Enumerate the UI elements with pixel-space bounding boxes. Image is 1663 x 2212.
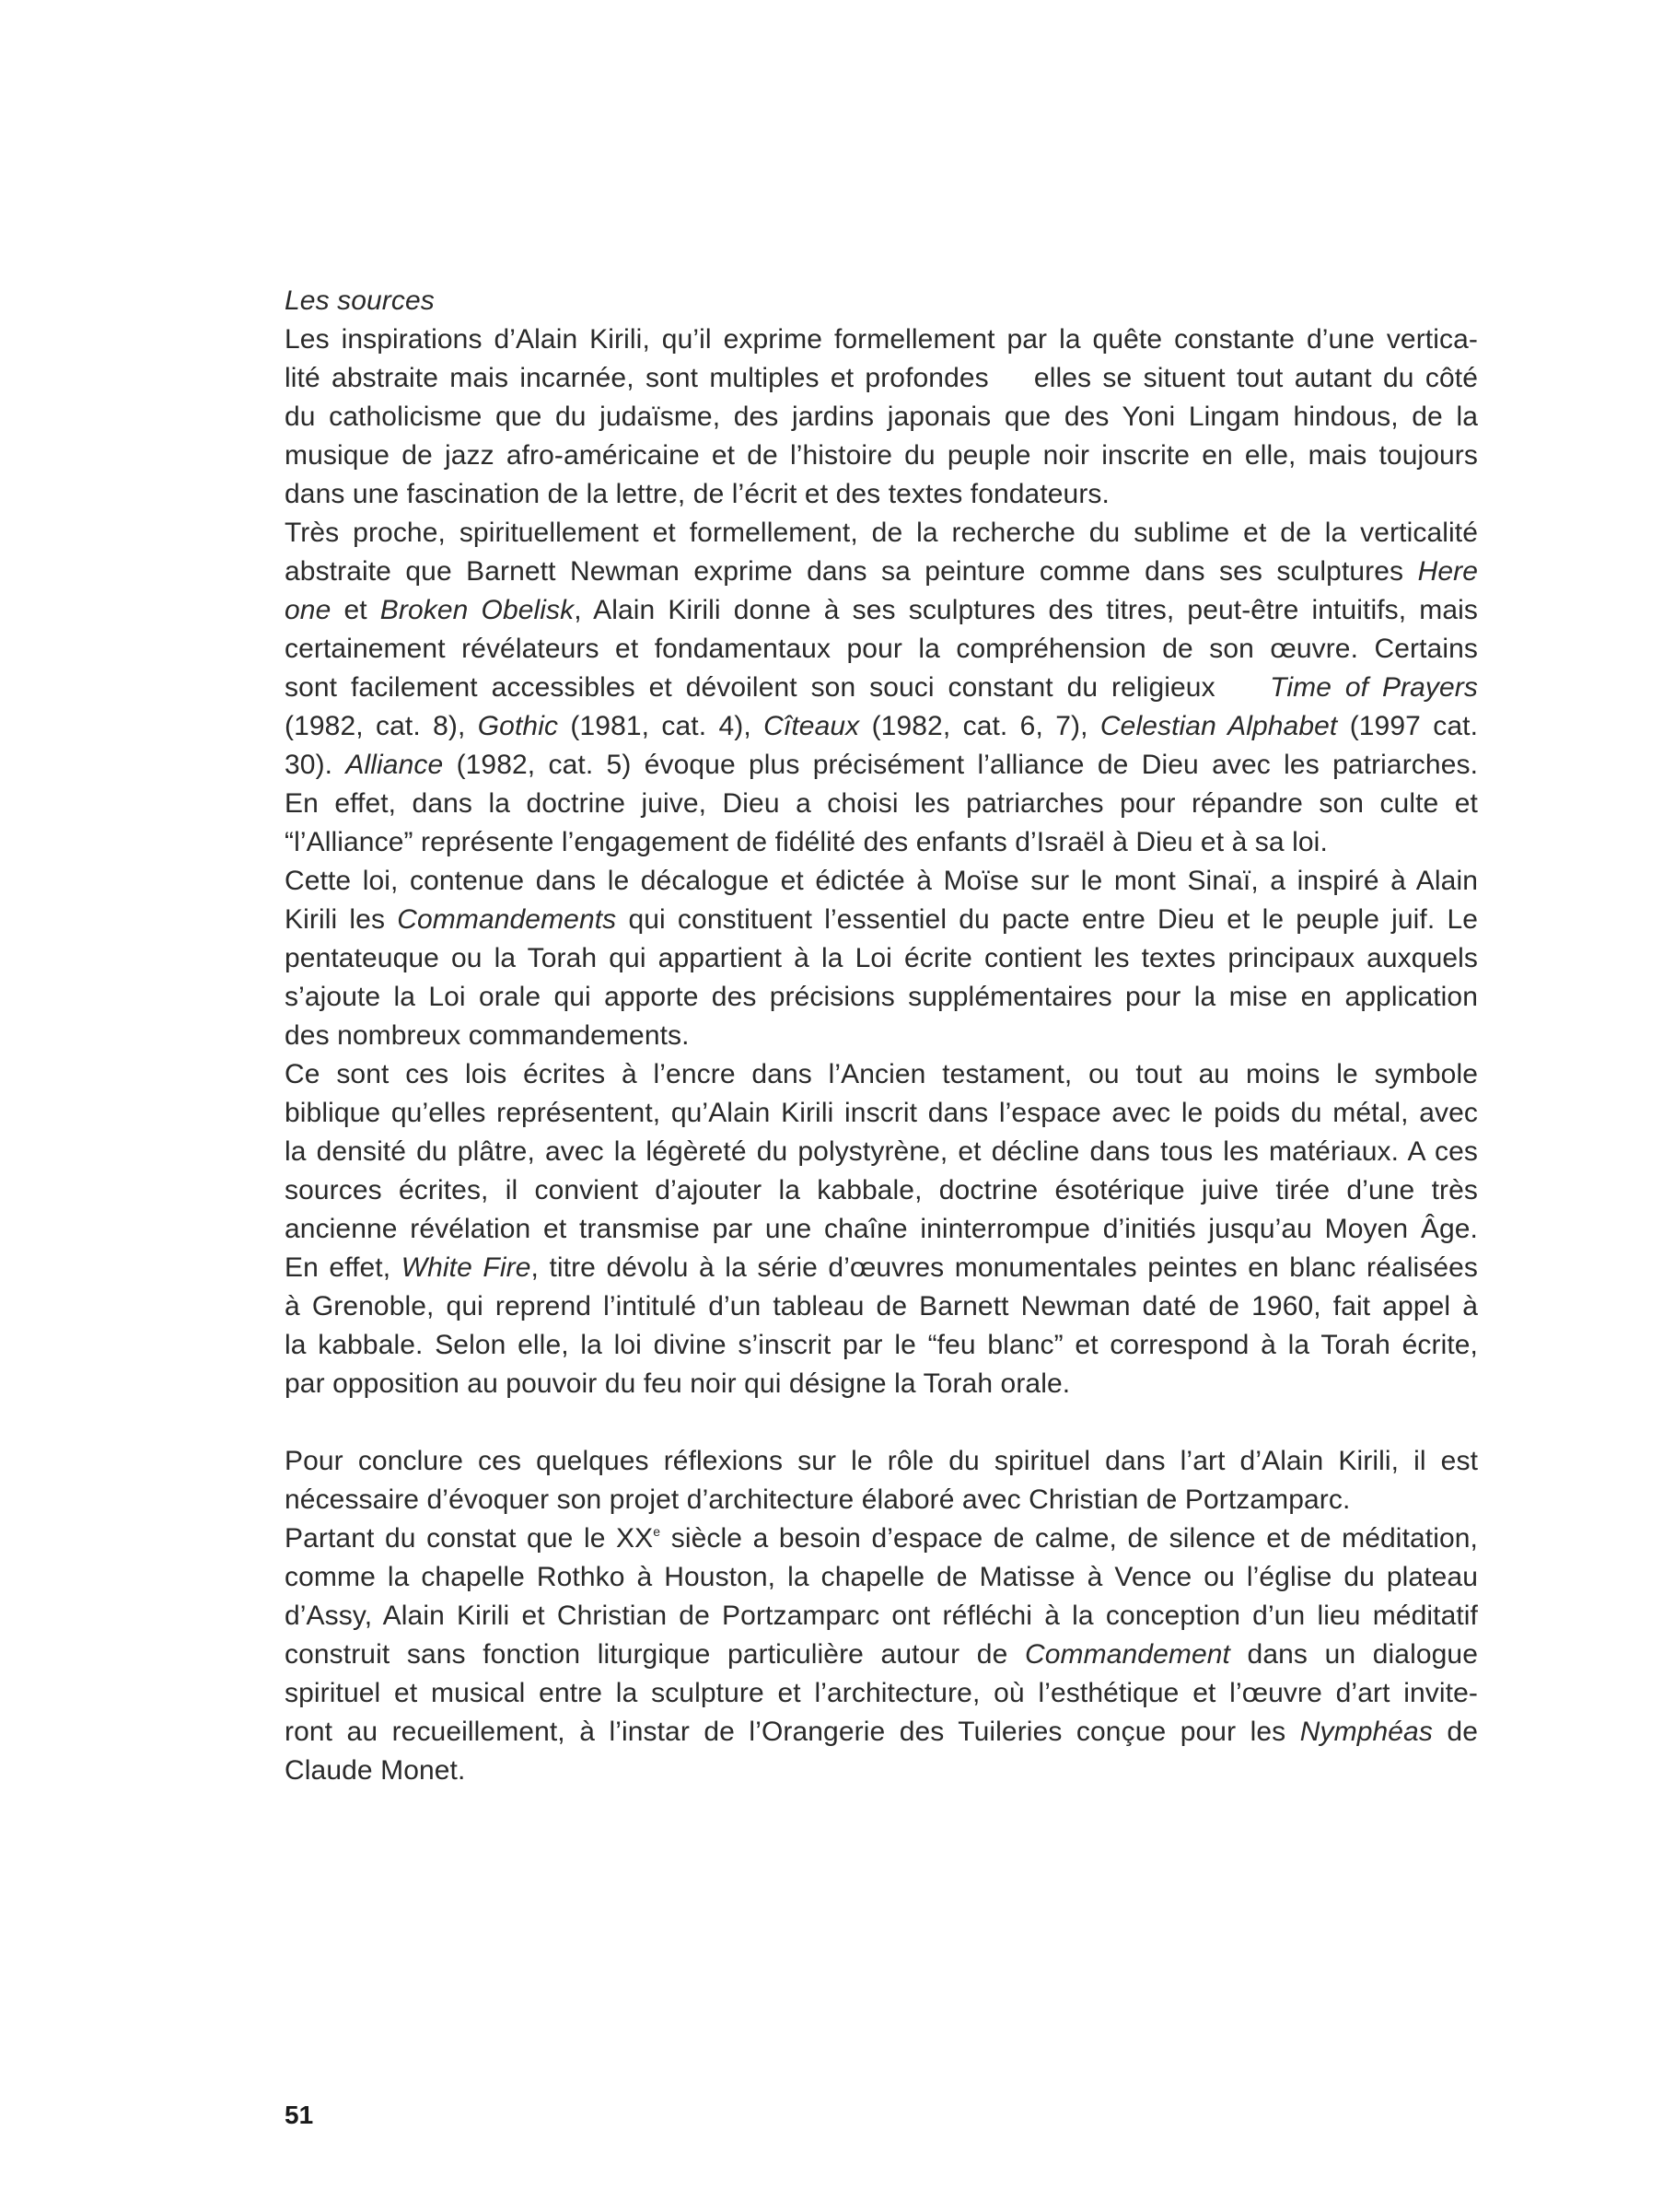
text-segment: Kirili les: [285, 904, 386, 935]
paragraph: [285, 514, 1478, 862]
text-line: [285, 1249, 1478, 1287]
text-line: d’Assy, Alain Kirili et Christian de Portzamparc ont réfléchi à la conception d’un lieu méditatif: [285, 1601, 1478, 1631]
text-segment: qui constituent l’essentiel du pacte entre Dieu et le peuple juif. Le: [628, 904, 1479, 935]
text-segment: , titre dévolu à la série d’œuvres monumentales peintes en blanc réalisées: [530, 1252, 1479, 1283]
text-line: par opposition au pouvoir du feu noir qui désigne la Torah orale.: [285, 1368, 1071, 1399]
artwork-title: Alliance: [345, 750, 444, 780]
text-segment: siècle a besoin d’espace de calme, de silence et de méditation,: [660, 1523, 1478, 1554]
text-line: [285, 1713, 1478, 1752]
text-line: des nombreux commandements.: [285, 1020, 690, 1051]
text-line: [285, 669, 1478, 707]
text-line: [285, 707, 1478, 746]
artwork-title: Celestian Alphabet: [1099, 711, 1338, 741]
text-line: Pour conclure ces quelques réflexions sur le rôle du spirituel dans l’art d’Alain Kirili, il est: [285, 1446, 1478, 1476]
text-segment: abstraite que Barnett Newman exprime dans sa peinture comme dans ses sculptures: [285, 556, 1404, 587]
paragraph: [285, 1055, 1478, 1403]
text-line: Très proche, spirituellement et formellement, de la recherche du sublime et de la verticalité: [285, 518, 1478, 548]
text-line: [285, 746, 1478, 785]
text-line: dans une fascination de la lettre, de l’écrit et des textes fondateurs.: [285, 479, 1110, 509]
text-line: biblique qu’elles représentent, qu’Alain Kirili inscrit dans l’espace avec le poids du métal, avec: [285, 1098, 1478, 1128]
text-line: [285, 591, 1478, 630]
artwork-title: Time of Prayers: [1270, 672, 1478, 703]
text-segment: En effet,: [285, 1252, 391, 1283]
text-segment: ront au recueillement, à l’instar de l’Orangerie des Tuileries conçue pour les: [285, 1717, 1286, 1747]
text-segment: (1997 cat.: [1349, 711, 1479, 741]
artwork-title: White Fire: [401, 1252, 531, 1283]
text-line: certainement révélateurs et fondamentaux pour la compréhension de son œuvre. Certains: [285, 634, 1478, 664]
text-line: [285, 901, 1478, 939]
text-line: nécessaire d’évoquer son projet d’architecture élaboré avec Christian de Portzamparc.: [285, 1484, 1351, 1515]
text-line: du catholicisme que du judaïsme, des jardins japonais que des Yoni Lingam hindous, de la: [285, 402, 1478, 432]
body-text: [285, 282, 1478, 1790]
artwork-title: Nymphéas: [1299, 1717, 1433, 1747]
text-segment: de: [1447, 1717, 1478, 1747]
text-line: [285, 553, 1478, 591]
text-segment: construit sans fonction liturgique particulière autour de: [285, 1639, 1008, 1670]
text-line: sources écrites, il convient d’ajouter la kabbale, doctrine ésotérique juive tirée d’une très: [285, 1175, 1478, 1205]
artwork-title: Broken Obelisk: [379, 595, 575, 625]
paragraph: [285, 1519, 1478, 1790]
text-segment: sont facilement accessibles et dévoilent son souci constant du religieux: [285, 672, 1271, 703]
artwork-title: Here: [1417, 556, 1479, 587]
text-segment: (1982, cat. 8),: [285, 711, 466, 741]
artwork-title: one: [285, 595, 331, 625]
text-line: [285, 1519, 1478, 1558]
text-segment: Partant du constat que le XX: [285, 1523, 654, 1554]
text-line: la densité du plâtre, avec la légèreté du polystyrène, et décline dans tous les matériaux. A ces: [285, 1136, 1478, 1167]
text-segment: dans un dialogue: [1247, 1639, 1478, 1670]
text-line: comme la chapelle Rothko à Houston, la chapelle de Matisse à Vence ou l’église du plateau: [285, 1562, 1478, 1592]
artwork-title: Cîteaux: [763, 711, 860, 741]
artwork-title: Gothic: [477, 711, 559, 741]
text-segment: 30).: [285, 750, 333, 780]
paragraph: [285, 320, 1478, 514]
text-line: Ce sont ces lois écrites à l’encre dans l’Ancien testament, ou tout au moins le symbole: [285, 1059, 1478, 1089]
text-segment: (1981, cat. 4),: [570, 711, 751, 741]
text-line: lité abstraite mais incarnée, sont multiples et profondes elles se situent tout autant du côté: [285, 363, 1478, 393]
text-segment: , Alain Kirili donne à ses sculptures des titres, peut-être intuitifs, mais: [574, 595, 1479, 625]
section-heading: Les sources: [285, 285, 435, 316]
text-line: Cette loi, contenue dans le décalogue et édictée à Moïse sur le mont Sinaï, a inspiré à Alain: [285, 866, 1478, 896]
text-line: pentateuque ou la Torah qui appartient à la Loi écrite contient les textes principaux auxquels: [285, 943, 1478, 973]
text-segment: et: [343, 595, 367, 625]
text-line: [285, 1636, 1478, 1674]
text-segment: (1982, cat. 6, 7),: [871, 711, 1088, 741]
text-line: “l’Alliance” représente l’engagement de fidélité des enfants d’Israël à Dieu et à sa loi.: [285, 827, 1328, 857]
superscript: e: [653, 1524, 661, 1539]
artwork-title: Commandements: [397, 904, 617, 935]
text-line: En effet, dans la doctrine juive, Dieu a choisi les patriarches pour répandre son culte et: [285, 788, 1478, 819]
page-number: 51: [285, 2101, 314, 2129]
text-line: la kabbale. Selon elle, la loi divine s’inscrit par le “feu blanc” et correspond à la Torah écrite,: [285, 1330, 1478, 1360]
text-line: à Grenoble, qui reprend l’intitulé d’un tableau de Barnett Newman daté de 1960, fait appel à: [285, 1291, 1478, 1321]
text-line: musique de jazz afro-américaine et de l’histoire du peuple noir inscrite en elle, mais toujours: [285, 440, 1478, 471]
paragraph-gap: [285, 1403, 1478, 1442]
artwork-title: Commandement: [1024, 1639, 1230, 1670]
paragraph: [285, 862, 1478, 1055]
text-line: Claude Monet.: [285, 1755, 466, 1786]
text-line: spirituel et musical entre la sculpture et l’architecture, où l’esthétique et l’œuvre d’art invite-: [285, 1678, 1478, 1708]
text-line: ancienne révélation et transmise par une chaîne ininterrompue d’initiés jusqu’au Moyen Âge.: [285, 1214, 1478, 1244]
text-line: Les inspirations d’Alain Kirili, qu’il exprime formellement par la quête constante d’une vertica-: [285, 324, 1478, 355]
text-line: s’ajoute la Loi orale qui apporte des précisions supplémentaires pour la mise en application: [285, 982, 1478, 1012]
text-segment: (1982, cat. 5) évoque plus précisément l’alliance de Dieu avec les patriarches.: [456, 750, 1479, 780]
paragraph: [285, 1442, 1478, 1519]
